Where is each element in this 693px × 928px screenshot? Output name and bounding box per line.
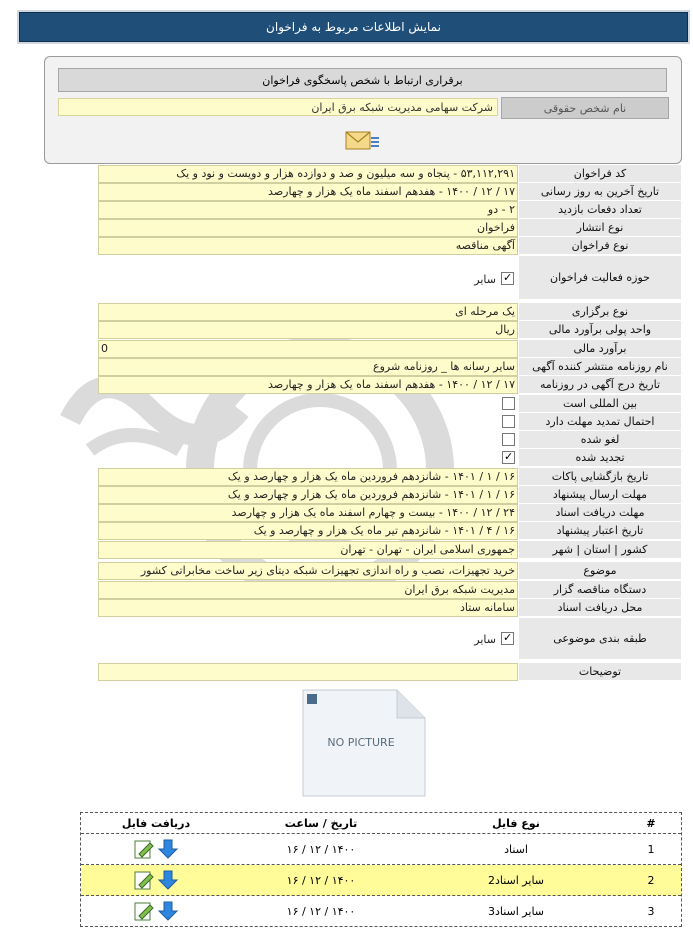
activity-option: سایر [474,273,496,286]
row-last-update [98,183,681,201]
category-option: سایر [474,633,496,646]
envelope-icon[interactable] [343,129,381,155]
row-subject [98,562,681,580]
contact-panel [44,56,682,164]
organizer-label: دستگاه مناقصه گزار [519,581,681,599]
no-picture-image [301,688,427,798]
validity-label: تاریخ اعتبار پیشنهاد [519,522,681,540]
download-icon[interactable] [157,869,179,891]
estimate-value: 0 [98,340,518,358]
row-type: سایر اسناد3 [487,904,545,918]
doc-place-label: محل دریافت اسناد [519,599,681,617]
col-download: دریافت فایل [121,816,191,830]
legal-entity-label: نام شخص حقوقی [501,97,669,119]
row-cancelled [98,431,681,449]
publish-type-value: فراخوان [98,219,518,237]
send-deadline-value: ۱۶ / ۱ / ۱۴۰۱ - شانزدهم فروردین ماه یک هزار و چهارصد و یک [98,486,518,504]
row-publish-type [98,219,681,237]
row-num: 3 [647,904,655,918]
row-date: ۱۶ / ۱۲ / ۱۴۰۰ [286,873,356,887]
files-table [80,812,682,927]
extension-checkbox[interactable] [502,415,515,428]
edit-icon[interactable] [133,900,155,922]
col-date: تاریخ / ساعت [284,816,358,830]
row-renewed [98,449,681,467]
row-organizer [98,581,681,599]
holding-type-value: یک مرحله ای [98,303,518,321]
activity-area [98,256,518,300]
download-icon[interactable] [157,900,179,922]
code-value: ۵۳,۱۱۲,۲۹۱ - پنجاه و سه میلیون و صد و دوازده هزار و دویست و نود و یک [98,165,518,183]
visits-value: ۲ - دو [98,201,518,219]
row-code [98,165,681,183]
extension-label: احتمال تمدید مهلت دارد [519,413,681,431]
row-newspaper [98,358,681,376]
activity-checkbox[interactable] [501,272,514,285]
contact-title: برقراری ارتباط با شخص پاسخگوی فراخوان [58,68,667,92]
renewed-label: تجدید شده [519,449,681,467]
send-deadline-label: مهلت ارسال پیشنهاد [519,486,681,504]
row-date: ۱۶ / ۱۲ / ۱۴۰۰ [286,904,356,918]
legal-entity-value: شرکت سهامی مدیریت شبکه برق ایران [58,98,498,116]
last-update-label: تاریخ آخرین به روز رسانی [519,183,681,201]
edit-icon[interactable] [133,838,155,860]
row-international [98,395,681,413]
row-estimate [98,340,681,358]
row-type: اسناد [504,842,528,856]
table-row [81,865,681,896]
row-date: ۱۶ / ۱۲ / ۱۴۰۰ [286,842,356,856]
visits-label: تعداد دفعات بازدید [519,201,681,219]
holding-type-label: نوع برگزاری [519,303,681,321]
publish-type-label: نوع انتشار [519,219,681,237]
notes-label: توضیحات [519,663,681,681]
code-label: کد فراخوان [519,165,681,183]
row-num: 2 [647,873,655,887]
row-extension [98,413,681,431]
ad-date-value: ۱۷ / ۱۲ / ۱۴۰۰ - هفدهم اسفند ماه یک هزار و چهارصد [98,376,518,394]
row-activity [98,256,681,300]
row-call-type [98,237,681,255]
page-title: نمایش اطلاعات مربوط به فراخوان [266,20,441,34]
row-currency [98,321,681,339]
international-checkbox[interactable] [502,397,515,410]
row-ad-date [98,376,681,394]
notes-value [98,663,518,681]
row-validity [98,522,681,540]
newspaper-value: سایر رسانه ها _ روزنامه شروع [98,358,518,376]
category-area [98,618,518,660]
category-label: طبقه بندی موضوعی [519,618,681,660]
organizer-value: مدیریت شبکه برق ایران [98,581,518,599]
validity-value: ۱۶ / ۴ / ۱۴۰۱ - شانزدهم تیر ماه یک هزار و چهارصد و یک [98,522,518,540]
last-update-value: ۱۷ / ۱۲ / ۱۴۰۰ - هفدهم اسفند ماه یک هزار و چهارصد [98,183,518,201]
page-header [19,12,688,42]
newspaper-label: نام روزنامه منتشر کننده آگهی [519,358,681,376]
activity-label: حوزه فعالیت فراخوان [519,256,681,300]
cancelled-label: لغو شده [519,431,681,449]
row-send-deadline [98,486,681,504]
opening-date-label: تاریخ بازگشایی پاکات [519,468,681,486]
estimate-label: برآورد مالی [519,340,681,358]
download-icon[interactable] [157,838,179,860]
renewed-checkbox[interactable] [502,451,515,464]
row-location [98,541,681,559]
row-receive-deadline [98,504,681,522]
row-doc-place [98,599,681,617]
currency-value: ریال [98,321,518,339]
row-category [98,618,681,660]
receive-deadline-value: ۲۴ / ۱۲ / ۱۴۰۰ - بیست و چهارم اسفند ماه یک هزار و چهارصد [98,504,518,522]
call-type-label: نوع فراخوان [519,237,681,255]
currency-label: واحد پولی برآورد مالی [519,321,681,339]
row-num: 1 [647,842,655,856]
location-value: جمهوری اسلامی ایران - تهران - تهران [98,541,518,559]
col-type: نوع فایل [492,816,540,830]
call-type-value: آگهی مناقصه [98,237,518,255]
receive-deadline-label: مهلت دریافت اسناد [519,504,681,522]
row-notes [98,663,681,681]
doc-place-value: سامانه ستاد [98,599,518,617]
subject-value: خرید تجهیزات، نصب و راه اندازی تجهیزات شبکه دیتای زیر ساخت مخابراتی کشور [98,562,518,580]
ad-date-label: تاریخ درج آگهی در روزنامه [519,376,681,394]
cancelled-checkbox[interactable] [502,433,515,446]
location-label: کشور | استان | شهر [519,541,681,559]
no-picture-text: NO PICTURE [327,736,395,749]
row-holding-type [98,303,681,321]
table-row [81,896,681,926]
row-opening-date [98,468,681,486]
row-type: سایر اسناد2 [487,873,545,887]
files-header-row [81,813,681,834]
row-visits [98,201,681,219]
opening-date-value: ۱۶ / ۱ / ۱۴۰۱ - شانزدهم فروردین ماه یک هزار و چهارصد و یک [98,468,518,486]
subject-label: موضوع [519,562,681,580]
international-label: بین المللی است [519,395,681,413]
edit-icon[interactable] [133,869,155,891]
category-checkbox[interactable] [501,632,514,645]
col-num: # [646,816,656,830]
table-row [81,834,681,865]
